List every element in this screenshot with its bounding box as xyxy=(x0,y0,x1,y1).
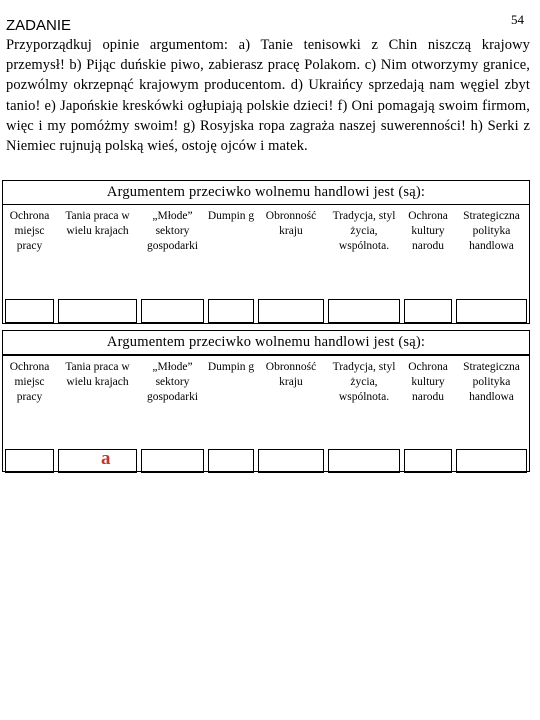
column-headers xyxy=(3,205,529,299)
table-header: Argumentem przeciwko wolnemu handlowi jest (są): xyxy=(3,181,529,205)
table-header: Argumentem przeciwko wolnemu handlowi jest (są): xyxy=(3,331,529,356)
column-dumping: Dumpin g xyxy=(207,361,255,373)
answer-cell[interactable] xyxy=(328,299,400,323)
answer-cell[interactable] xyxy=(404,299,452,323)
column-dumping: Dumpin g xyxy=(207,210,255,222)
answer-cell[interactable] xyxy=(5,449,54,473)
column-ochrona-kultury: Ochrona kultury narodu xyxy=(408,361,448,403)
column-ochrona-miejsc-pracy: Ochrona miejsc pracy xyxy=(9,210,50,252)
task-text: Przyporządkuj opinie argumentom: a) Tanie tenisowki z Chin niszczą krajowy przemysł! b) Pijąc duńskie piwo, zabierasz pracę Polakom. c) Nim otworzymy granice, pozwólmy okrzepnąć krajowym producentom. d) Ukraińcy sprzedają nam węgiel zbyt tanio! e) Japońskie kreskówki ogłupiają polskie dzieci! f) Oni pomagają swoim firmom, więc i my pomóżmy swoim! g) Rosyjska ropa zagraża naszej suwerenności! h) Serki z Niemiec rujnują polską wieś, ostoję ojców i matek. xyxy=(6,37,530,155)
answer-cell[interactable] xyxy=(58,299,137,323)
answer-cell[interactable] xyxy=(141,299,204,323)
answer-cell[interactable] xyxy=(456,299,527,323)
column-ochrona-miejsc-pracy: Ochrona miejsc pracy xyxy=(9,361,50,403)
answer-cell[interactable] xyxy=(258,299,324,323)
answer-cell[interactable] xyxy=(208,299,254,323)
column-tania-praca: Tania praca w wielu krajach xyxy=(65,210,130,237)
answer-row xyxy=(3,299,529,323)
column-mlode-sektory: „Młode” sektory gospodarki xyxy=(146,361,199,403)
answer-cell[interactable] xyxy=(258,449,324,473)
answer-row xyxy=(3,449,529,473)
answer-cell[interactable] xyxy=(5,299,54,323)
answer-cell[interactable] xyxy=(328,449,400,473)
page-number: 54 xyxy=(511,12,524,27)
column-tradycja: Tradycja, styl życia, wspólnota. xyxy=(332,210,396,252)
answer-cell[interactable] xyxy=(456,449,527,473)
argument-table-1 xyxy=(2,180,530,324)
column-ochrona-kultury: Ochrona kultury narodu xyxy=(408,210,448,252)
answer-cell[interactable] xyxy=(404,449,452,473)
column-strategiczna-polityka: Strategiczna polityka handlowa xyxy=(463,361,520,403)
column-tradycja: Tradycja, styl życia, wspólnota. xyxy=(332,361,396,403)
answer-cell[interactable] xyxy=(141,449,204,473)
column-headers xyxy=(3,356,529,449)
column-mlode-sektory: „Młode” sektory gospodarki xyxy=(146,210,199,252)
column-obronnosc-kraju: Obronność kraju xyxy=(265,361,317,388)
column-strategiczna-polityka: Strategiczna polityka handlowa xyxy=(463,210,520,252)
answer-mark: a xyxy=(101,448,111,469)
argument-table-2 xyxy=(2,330,530,472)
task-title: ZADANIE xyxy=(6,17,72,34)
answer-cell[interactable] xyxy=(58,449,137,473)
column-tania-praca: Tania praca w wielu krajach xyxy=(65,361,130,388)
answer-cell[interactable] xyxy=(208,449,254,473)
column-obronnosc-kraju: Obronność kraju xyxy=(265,210,317,237)
